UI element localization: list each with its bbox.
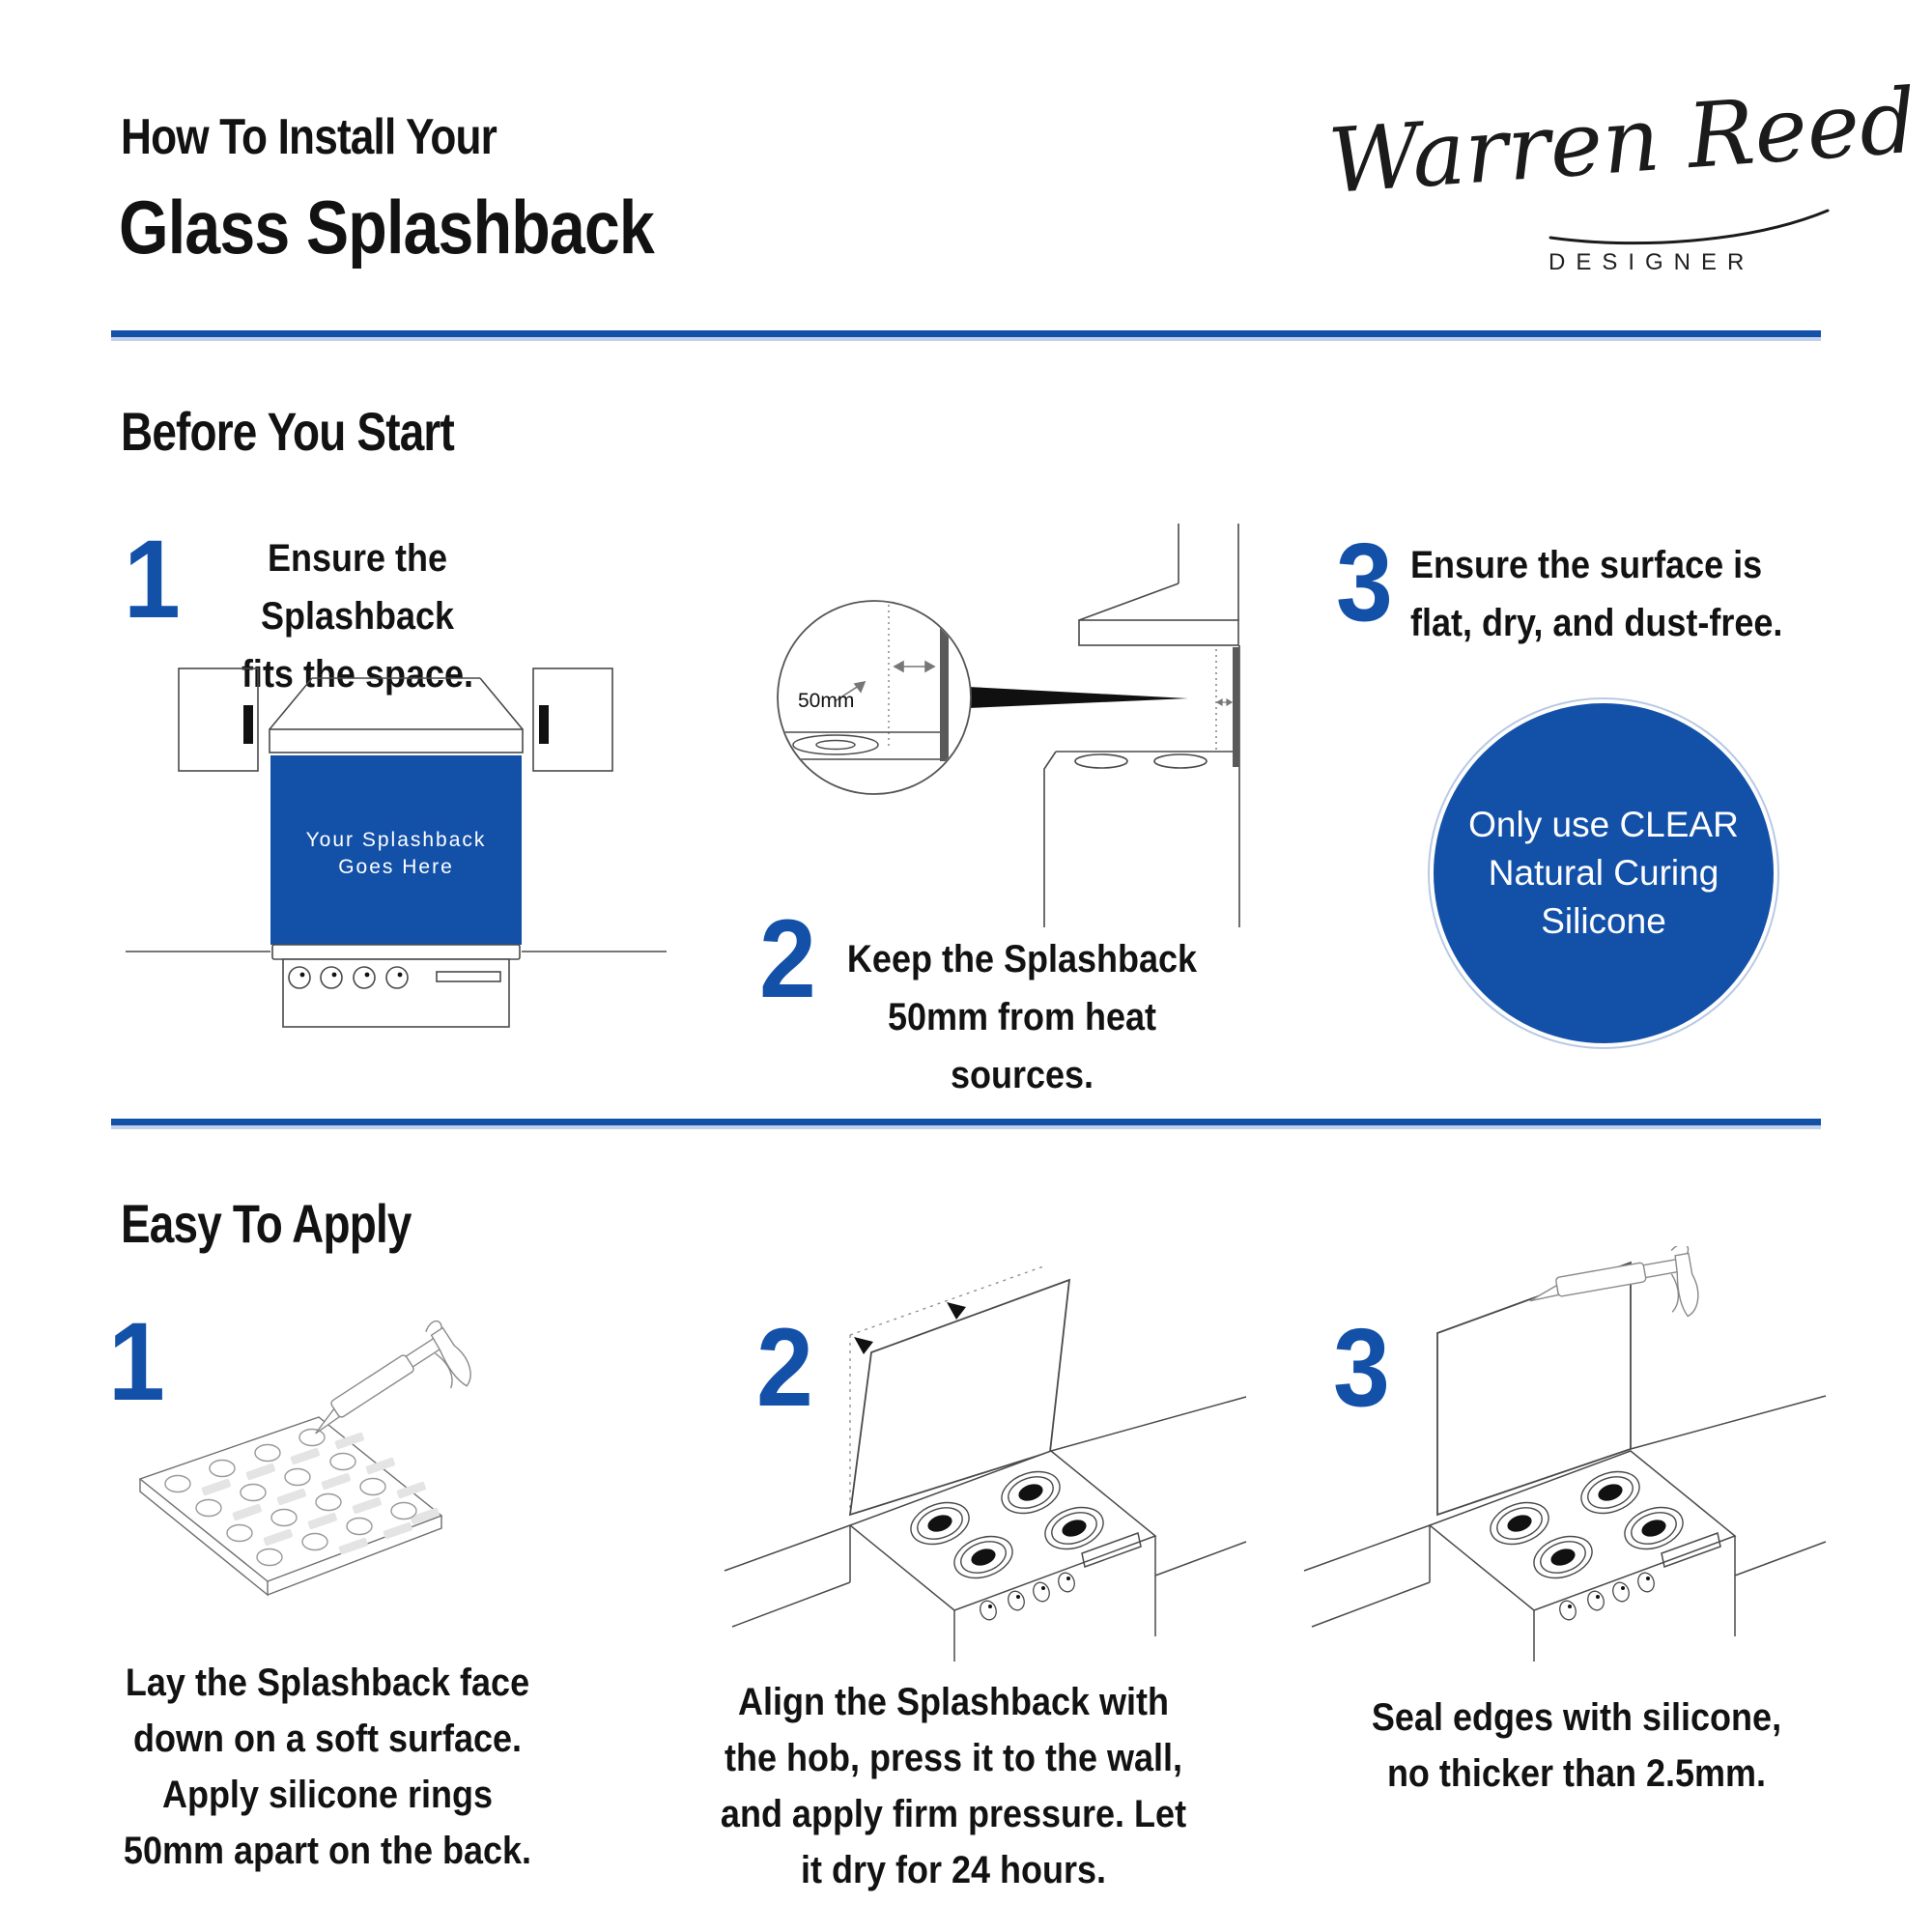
before-step2-text: Keep the Splashback 50mm from heat sources. (846, 938, 1198, 1096)
splashback-area-label-line2: Goes Here (338, 856, 454, 878)
heat-clearance-diagram (763, 502, 1265, 956)
section-divider-middle (111, 1119, 1821, 1129)
apply-silicone-rings-diagram (126, 1285, 705, 1652)
burner (1154, 754, 1207, 768)
hob-strip (272, 945, 520, 959)
cooker-side (1044, 752, 1056, 927)
before-step2-number: 2 (759, 897, 816, 1021)
cabinet-handle-icon (243, 705, 253, 744)
magnifier-pointer-icon (968, 687, 1188, 708)
splashback-area-label-line1: Your Splashback (305, 829, 487, 851)
burner (1075, 754, 1127, 768)
cabinet-handle-icon (539, 705, 549, 744)
splashback-edge-bar (1233, 647, 1239, 767)
before-step1-number: 1 (124, 518, 181, 641)
section-heading-before: Before You Start (121, 401, 454, 462)
silicone-note-badge: Only use CLEAR Natural Curing Silicone (1434, 703, 1774, 1043)
measurement-label: 50mm (798, 690, 855, 712)
apply-step3-number: 3 (1333, 1306, 1390, 1430)
page-title-line1: How To Install Your (121, 109, 497, 165)
splashback-edge-bar (940, 620, 949, 761)
align-splashback-diagram (705, 1246, 1256, 1662)
cooker-hood-body (270, 729, 523, 753)
before-step1-text: Ensure the Splashback fits the space. (241, 537, 474, 696)
cooker-front (283, 959, 509, 1027)
press-arrow-icon (854, 1337, 873, 1354)
section-divider-top (111, 330, 1821, 341)
brand-signature: Warren Reed (1324, 69, 1920, 214)
apply-step1-number: 1 (108, 1300, 165, 1424)
apply-step2-number: 2 (756, 1306, 813, 1430)
section-heading-apply: Easy To Apply (121, 1193, 412, 1254)
press-arrow-icon (947, 1302, 966, 1320)
hood-canopy (1079, 620, 1238, 645)
apply-step1-caption: Lay the Splashback face down on a soft surface. Apply silicone rings 50mm apart on the back. (123, 1662, 532, 1872)
brand-caption: DESIGNER (1548, 249, 1755, 275)
apply-step2-caption: Align the Splashback with the hob, press it to the wall, and apply firm pressure. Let it dry for 24 hours. (720, 1681, 1187, 1891)
hood-duct (1179, 524, 1238, 583)
fit-the-space-diagram (126, 667, 667, 1063)
hood-canopy-slope (1079, 583, 1238, 620)
cooker-hood-top (270, 678, 523, 729)
signature-flourish-icon (1546, 205, 1835, 249)
page-title-line2: Glass Splashback (119, 185, 654, 270)
before-step3-number: 3 (1336, 521, 1393, 644)
before-step3-text: Ensure the surface is flat, dry, and dust-free. (1410, 544, 1783, 644)
seal-edges-diagram (1285, 1246, 1864, 1662)
apply-step3-caption: Seal edges with silicone, no thicker than 2.5mm. (1371, 1696, 1782, 1795)
